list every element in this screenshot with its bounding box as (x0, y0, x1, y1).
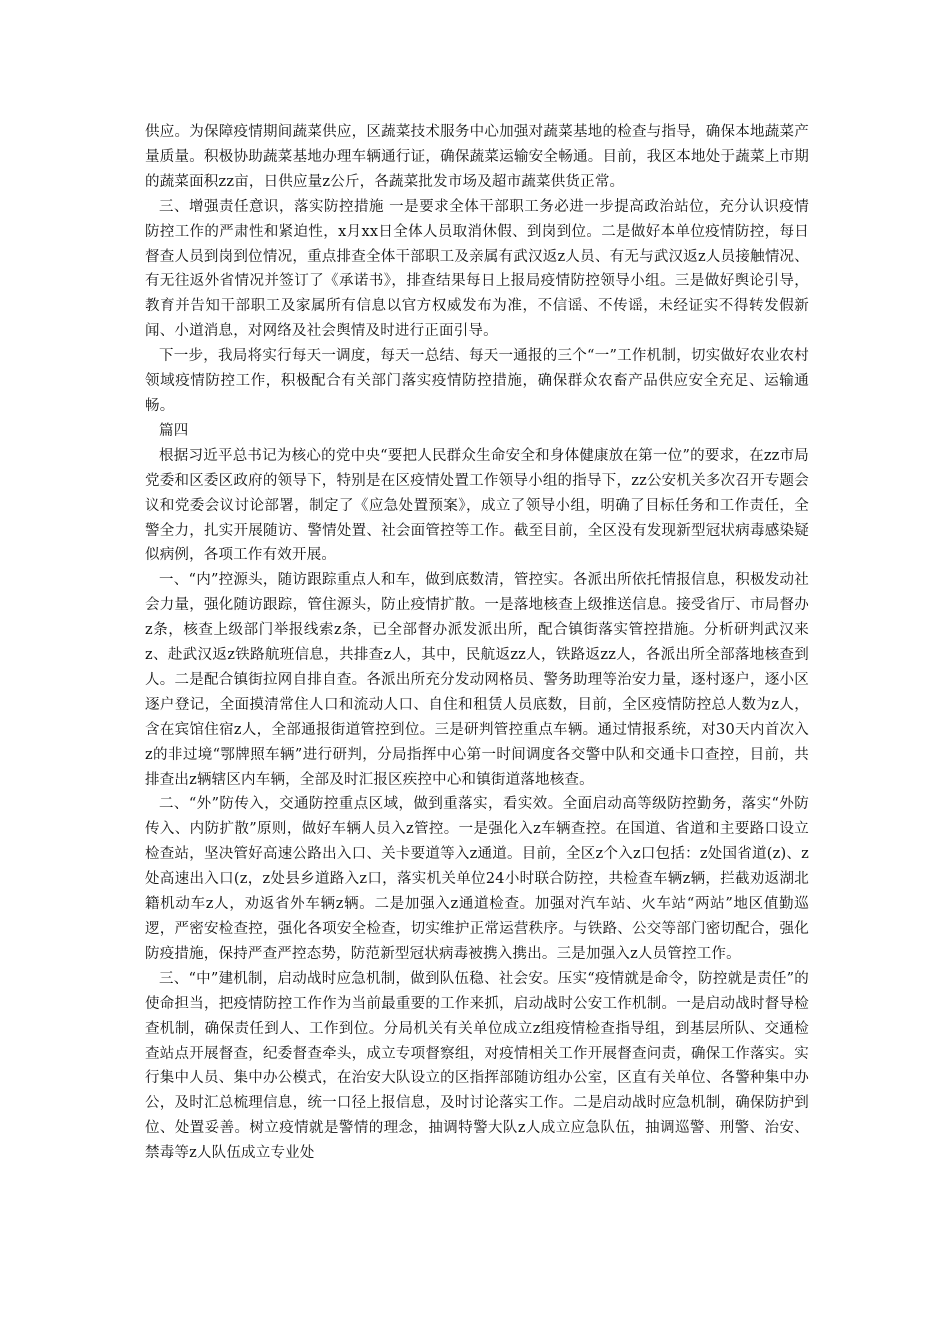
section-heading-part-four: 篇四 (159, 422, 189, 439)
paragraph-vegetable-supply: 供应。为保障疫情期间蔬菜供应，区蔬菜技术服务中心加强对蔬菜基地的检查与指导，确保本地蔬菜产量质量。积极协助蔬菜基地办理车辆通行证，确保蔬菜运输安全畅通。目前，我区本地处于蔬菜上市期的蔬菜面积zz亩，日供应量z公斤，各蔬菜批发市场及超市蔬菜供货正常。 (145, 124, 809, 190)
paragraph-section-three-responsibility: 三、增强责任意识，落实防控措施 一是要求全体干部职工务必进一步提高政治站位，充分认识疫情防控工作的严肃性和紧迫性，x月xx日全体人员取消休假、到岗到位。二是做好本单位疫情防控，每日督查人员到岗到位情况，重点排查全体干部职工及亲属有武汉返z人员、有无与武汉返z人员接触情况、有无往返外省情况并签订了《承诺书》，排查结果每日上报局疫情防控领导小组。三是做好舆论引导，教育并告知干部职工及家属所有信息以官方权威发布为准，不信谣、不传谣，未经证实不得转发假新闻、小道消息，对网络及社会舆情及时进行正面引导。 (145, 198, 809, 340)
document-body (145, 120, 809, 1166)
paragraph-section-three-mechanism: 三、“中”建机制，启动战时应急机制，做到队伍稳、社会安。压实“疫情就是命令，防控就是责任”的使命担当，把疫情防控工作作为当前最重要的工作来抓，启动战时公安工作机制。一是启动战时督导检查机制，确保责任到人、工作到位。分局机关有关单位成立z组疫情检查指导组，到基层所队、交通检查站点开展督查，纪委督查牵头，成立专项督察组，对疫情相关工作开展督查问责，确保工作落实。实行集中人员、集中办公模式，在治安大队设立的区指挥部随访组办公室，区直有关单位、各警种集中办公，及时汇总梳理信息，统一口径上报信息，及时讨论落实工作。二是启动战时应急机制，确保防护到位、处置妥善。树立疫情就是警情的理念，抽调特警大队z人成立应急队伍，抽调巡警、刑警、治安、禁毒等z人队伍成立专业处 (145, 970, 809, 1162)
paragraph-section-one-internal-control: 一、“内”控源头，随访跟踪重点人和车，做到底数清，管控实。各派出所依托情报信息，积极发动社会力量，强化随访跟踪，管住源头，防止疫情扩散。一是落地核查上级推送信息。接受省厅、市局督办z条，核查上级部门举报线索z条，已全部督办派发派出所，配合镇街落实管控措施。分析研判武汉来z、赴武汉返z铁路航班信息，共排查z人，其中，民航返zz人，铁路返zz人，各派出所全部落地核查到人。二是配合镇街拉网自排自查。各派出所充分发动网格员、警务助理等治安力量，逐村逐户，逐小区逐户登记，全面摸清常住人口和流动人口、自住和租赁人员底数，目前，全区疫情防控总人数为z人，含在宾馆住宿z人，全部通报街道管控到位。三是研判管控重点车辆。通过情报系统，对30天内首次入z的非过境“鄂牌照车辆”进行研判，分局指挥中心第一时间调度各交警中队和交通卡口查控，目前，共排查出z辆辖区内车辆，全部及时汇报区疾控中心和镇街道落地核查。 (145, 572, 809, 788)
paragraph-next-steps: 下一步，我局将实行每天一调度，每天一总结、每天一通报的三个“一”工作机制，切实做好农业农村领域疫情防控工作，积极配合有关部门落实疫情防控措施，确保群众农畜产品供应安全充足、运输通畅。 (145, 348, 809, 414)
paragraph-section-two-external-prevention: 二、“外”防传入，交通防控重点区域，做到重落实，看实效。全面启动高等级防控勤务，落实“外防传入、内防扩散”原则，做好车辆人员入z管控。一是强化入z车辆查控。在国道、省道和主要路口设立检查站，坚决管好高速公路出入口、关卡要道等入z通道。目前，全区z个入z口包括：z处国省道(z)、z处高速出入口(z，z处县乡道路入z口，落实机关单位24小时联合防控，共检查车辆z辆，拦截劝返湖北籍机动车z人，劝返省外车辆z辆。二是加强入z通道检查。加强对汽车站、火车站“两站”地区值勤巡逻，严密安检查控，强化各项安全检查，切实维护正常运营秩序。与铁路、公交等部门密切配合，强化防疫措施，保持严查严控态势，防范新型冠状病毒被携入携出。三是加强入z人员管控工作。 (145, 796, 809, 962)
paragraph-part-four-intro: 根据习近平总书记为核心的党中央“要把人民群众生命安全和身体健康放在第一位”的要求，在zz市局党委和区委区政府的领导下，特别是在区疫情处置工作领导小组的指导下，zz公安机关多次召开专题会议和党委会议讨论部署，制定了《应急处置预案》，成立了领导小组，明确了目标任务和工作责任，全警全力，扎实开展随访、警情处置、社会面管控等工作。截至目前，全区没有发现新型冠状病毒感染疑似病例，各项工作有效开展。 (145, 447, 809, 564)
